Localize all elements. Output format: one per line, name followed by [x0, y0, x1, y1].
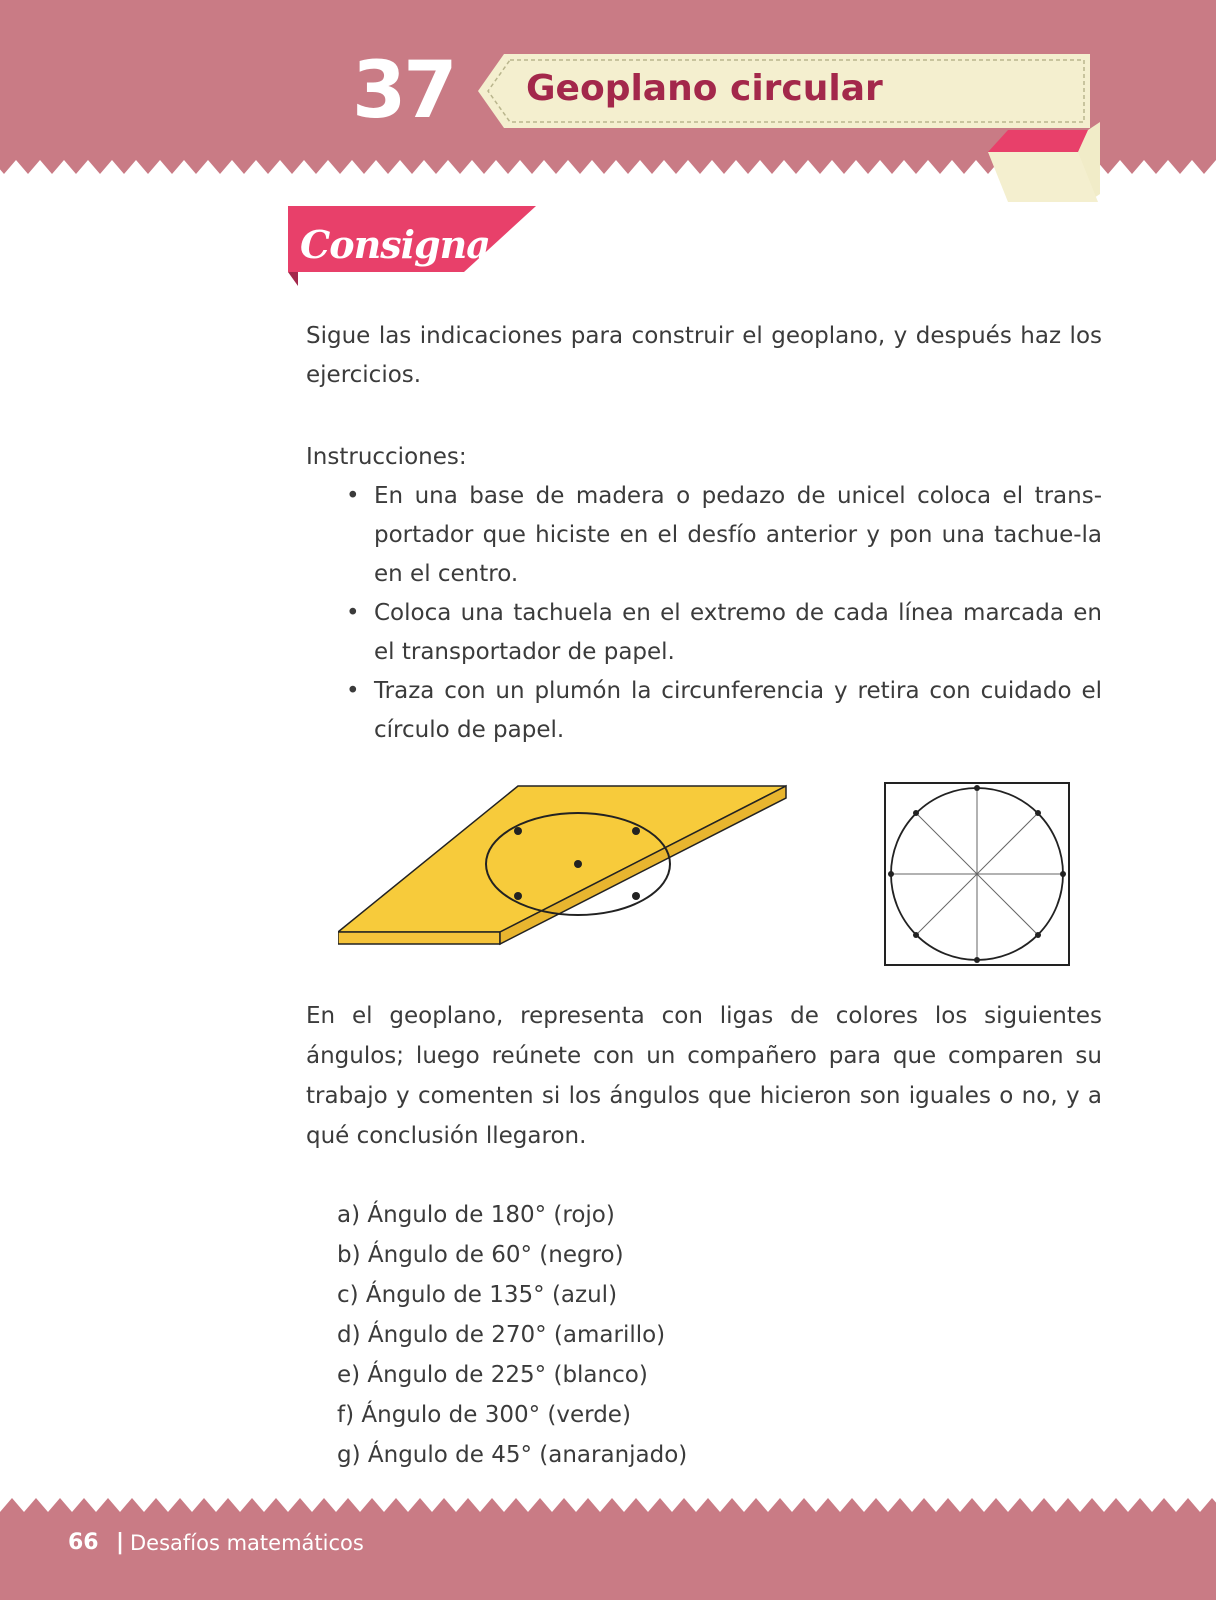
- geoboard-illustration-icon: [338, 782, 798, 972]
- instruction-item: [346, 594, 1102, 672]
- instruction-text: Traza con un plumón la circunferencia y retira con cuidado el círculo de papel.: [374, 678, 1102, 743]
- instruction-item: [346, 477, 1102, 594]
- lesson-title: Geoplano circular: [526, 68, 883, 109]
- bullet-icon: •: [346, 678, 360, 704]
- angle-item-g: g) Ángulo de 45° (anaranjado): [337, 1442, 688, 1468]
- tack-dot: [514, 827, 522, 835]
- book-title: Desafíos matemáticos: [130, 1531, 364, 1555]
- bullet-icon: •: [346, 483, 360, 509]
- tack-dot: [574, 860, 582, 868]
- angle-item-d: d) Ángulo de 270° (amarillo): [337, 1322, 666, 1348]
- tack-dot: [632, 892, 640, 900]
- instruction-text: En una base de madera o pedazo de unicel coloca el trans-portador que hiciste en el desfío anterior y pon una tachue-la en el centro.: [374, 483, 1102, 587]
- instruction-text: Coloca una tachuela en el extremo de cada línea marcada en el transportador de papel.: [374, 600, 1102, 665]
- circle-divided-in-eight-icon: [884, 782, 1070, 966]
- instruction-item: [346, 672, 1102, 750]
- bullet-icon: •: [346, 600, 360, 626]
- angle-item-b: b) Ángulo de 60° (negro): [337, 1242, 624, 1268]
- instructions-list: [346, 477, 1102, 750]
- angle-item-f: f) Ángulo de 300° (verde): [337, 1402, 631, 1428]
- lesson-number: 37: [352, 46, 455, 136]
- intro-paragraph: Sigue las indicaciones para construir el geoplano, y después haz los ejercicios.: [306, 323, 1102, 388]
- page-number: 66: [68, 1530, 99, 1555]
- angle-item-c: c) Ángulo de 135° (azul): [337, 1282, 618, 1308]
- angle-list: [337, 1195, 687, 1475]
- angle-item-a: a) Ángulo de 180° (rojo): [337, 1202, 615, 1228]
- angle-item-e: e) Ángulo de 225° (blanco): [337, 1362, 648, 1388]
- exercise-paragraph: En el geoplano, representa con ligas de colores los siguientes ángulos; luego reúnete con un compañero para que comparen su trabajo y comenten si los ángulos que hicieron son iguales o no, y a qué conclusión llegaron.: [306, 1003, 1102, 1149]
- tack-dot: [632, 827, 640, 835]
- consigna-label: Consigna: [300, 222, 490, 267]
- footer-separator: |: [116, 1530, 125, 1555]
- board-front-edge: [338, 932, 500, 944]
- tack-dot: [514, 892, 522, 900]
- instructions-title: Instrucciones:: [306, 444, 467, 470]
